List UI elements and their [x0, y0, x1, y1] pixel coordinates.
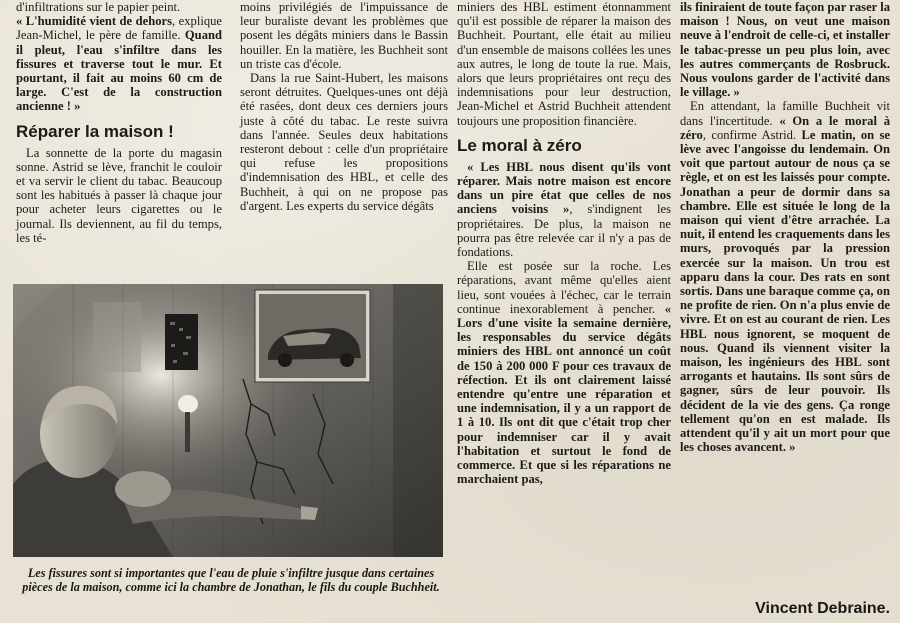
- column4-para2-bold-2: Le matin, on se lève avec l'angoisse du lendemain. On voit que partout autour de nous ça se règle, et on est les laissés pour compte. Jonathan a peur de dormir dans sa chambre. Elle est située le long de la maison qui vient d'être arrachée. La nuit, il entend les craquements dans les murs, provoqués par la pression exercée sur la maison. Un trou est apparu dans la cour. Des rats en sont sortis. Dans une baraque comme ça, on ne profite de rien. On n'a plus envie de vivre. Et on est au courant de rien. Les HBL nous ignorent, se moquent de nous. Quand ils viennent visiter la maison, les ingénieurs des HBL sont arrogants et hautains. Ils sont sûrs de gagner, sûrs de leur pouvoir. Ils décident de la vie des gens. Ça ronge tellement qu'on en est malade. Ils attendent qu'il y ait un mort pour que les choses avancent. »: [680, 127, 890, 455]
- column3-quote-normal: , s'indignent les propriétaires. De plus, la maison ne pourra pas être relevée car il n'y a pas de fondations.: [457, 202, 671, 260]
- article-column-3: [457, 0, 671, 487]
- section-heading-reparer: Réparer la maison !: [16, 121, 174, 141]
- quote-attribution: , explique Jean-Michel, le père de famille.: [16, 14, 222, 43]
- boy-in-cracked-room-photo: [13, 284, 443, 557]
- column2-paragraph-2: Dans la rue Saint-Hubert, les maisons seront détruites. Quelques-unes ont déjà été rasées, dont deux ces derniers jours juste à côté du tabac. Le reste suivra dans l'année. Seules deux habitations resteront debout : celle d'un propriétaire qui refuse les propositions d'indemnisation des HBL, et celle des Buchheit, à qui on ne propose pas d'argent. Les experts du service dégâts: [240, 71, 448, 213]
- column3-quote-bold: « Les HBL nous disent qu'ils vont réparer. Mais notre maison est encore dans un pire état que celles de nos anciens voisins »: [457, 159, 671, 217]
- wall-frame: [93, 302, 141, 372]
- column1-quote-paragraph: [16, 14, 222, 113]
- column3-para3-normal: Elle est posée sur la roche. Les réparations, avant même qu'elles aient lieu, sont vouées à l'échec, car le terrain continue inexorablement à pencher.: [457, 259, 671, 316]
- dark-poster: [165, 314, 198, 370]
- column3-paragraph-2: [457, 160, 671, 259]
- column1-paragraph-2: La sonnette de la porte du magasin sonne. Astrid se lève, franchit le couloir et va servir le client du tabac. Beaucoup sont les habitués à passer là chaque jour pour acheter leurs cigarettes ou le journal. Ils deviennent, au fil du temps, les té-: [16, 145, 222, 245]
- article-column-4: [680, 0, 890, 455]
- column4-paragraph-1: ils finiraient de toute façon par raser la maison ! Nous, on veut une maison neuve à l'endroit de celle-ci, et installer le tabac-presse un peu plus loin, avec les autres commerçants de Rosbruck. Nous voulons garder de l'activité dans le village. »: [680, 0, 890, 100]
- column3-para3-bold: « Lors d'une visite la semaine dernière, les responsables du service dégâts miniers des HBL ont annoncé un coût de 150 à 200 000 F pour ces travaux de réfection. Et ils ont clairement laissé entendre qu'entre une réparation et une indemnisation, il y a un rapport de 1 à 10. Ils ont dit que c'était trop cher pour indemniser car il y avait l'habitation et surtout le fond de commerce. Et que si les réparations ne marchaient pas,: [457, 301, 671, 487]
- column4-paragraph-2: [680, 99, 890, 454]
- shadow-edge: [393, 284, 443, 557]
- column1-top-line: d'infiltrations sur le papier peint.: [16, 0, 181, 14]
- lampshade: [115, 471, 171, 507]
- column4-para2-normal-2: , confirme Astrid.: [702, 127, 802, 142]
- author-signature: Vincent Debraine.: [755, 600, 890, 617]
- section-heading-moral: Le moral à zéro: [457, 135, 582, 155]
- column4-para2-bold: « On a le moral à zéro: [680, 113, 890, 142]
- column4-para2-normal: En attendant, la famille Buchheit vit dans l'incertitude.: [680, 99, 890, 128]
- car-poster: [255, 290, 370, 382]
- quote-bold-text: « L'humidité vient de dehors: [16, 14, 172, 29]
- article-column-1: [16, 0, 222, 245]
- article-column-2: [240, 0, 448, 213]
- quote-bold-text-2: Quand il pleut, l'eau s'infiltre dans les fissures et traverse tout le mur. Et pourtant, il fait au moins 60 cm de large. C'est de la construction ancienne ! »: [16, 28, 222, 114]
- photo-illustration: [13, 284, 443, 557]
- photo-caption: Les fissures sont si importantes que l'eau de pluie s'infiltre jusque dans certaines pièces de la maison, comme ici la chambre de Jonathan, le fils du couple Buchheit.: [22, 566, 440, 595]
- column3-paragraph-3: [457, 259, 671, 486]
- column2-paragraph-1: moins privilégiés de l'impuissance de leur buraliste devant les problèmes que posent les dégâts miniers dans le Bassin houiller. En la matière, les Buchheit sont un triste cas d'école.: [240, 0, 448, 71]
- column3-paragraph-1: miniers des HBL estiment étonnamment qu'il est possible de réparer la maison des Buchheit. Pourtant, elle était au milieu d'un ensemble de maisons collées les unes aux autres, le long de toute la rue. Mais, alors que leurs propriétaires ont reçu des indemnisations pour leur destruction, Jean-Michel et Astrid Buchheit attendent toujours une proposition financière.: [457, 0, 671, 128]
